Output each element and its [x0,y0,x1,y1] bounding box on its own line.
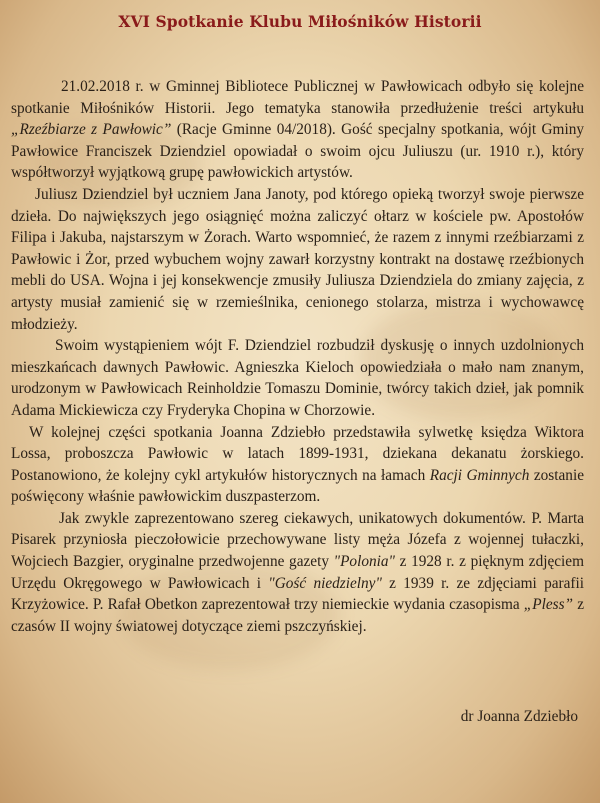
text-run: zostanie poświęcony właśnie pawłowickim duszpasterzom. [11,466,584,506]
text-run: W kolejnej części spotkania Joanna Zdziebło przedstawiła sylwetkę księdza Wiktora Lossa, proboszcza Pawłowic w latach 1899-1931, dziekana dekanatu żorskiego. Postanowiono, że kolejny cykl artykułów historycznych na łamach [11,423,584,484]
paragraph-3 [11,335,584,421]
article-body [11,76,584,637]
text-run-italic: „Rzeźbiarze z Pawłowic” [11,121,172,139]
text-run: 21.02.2018 r. w Gminnej Bibliotece Publicznej w Pawłowicach odbyło się kolejne spotkanie Miłośników Historii. Jego tematyka stanowiła przedłużenie treści artykułu [11,78,584,117]
author-signature: dr Joanna Zdziebło [460,708,578,725]
text-run: Swoim wystąpieniem wójt F. Dziendziel rozbudził dyskusję o innych uzdolnionych mieszkańcach dawnych Pawłowic. Agnieszka Kieloch opowiedziała o mało nam znanym, urodzonym w Pawłowicach Reinholdzie Tomaszu Dominie, twórcy takich dzieł, jak pomnik Adama Mickiewicza czy Fryderyka Chopina w Chorzowie. [11,337,584,419]
text-run-italic: Racji Gminnych [429,466,530,484]
text-run: z czasów II wojny światowej dotyczące ziemi pszczyńskiej. [11,596,584,635]
paragraph-1 [11,76,584,184]
text-run-italic: „Pless” [523,596,574,614]
text-run: Jak zwykle zaprezentowano szereg ciekawych, unikatowych dokumentów. P. Marta Pisarek przyniosła pieczołowicie przechowywane listy męża Józefa z wojennej tułaczki, Wojciech Bazgier, oryginalne przedwojenne gazety [11,509,584,571]
text-run-italic: "Polonia" [333,553,395,571]
paragraph-5 [11,508,584,638]
paragraph-4 [11,422,584,508]
text-run: z 1939 r. ze zdjęciami parafii Krzyżowice. P. Rafał Obetkon zaprezentował trzy niemieckie wydania czasopisma [11,574,584,614]
text-run-italic: "Gość niedzielny" [268,574,382,592]
text-run: z 1928 r. z pięknym zdjęciem Urzędu Okręgowego w Pawłowicach i [11,553,584,592]
page-title: XVI Spotkanie Klubu Miłośników Historii [118,12,482,31]
text-run: (Racje Gminne 04/2018). Gość specjalny spotkania, wójt Gminy Pawłowice Franciszek Dziendziel opowiadał o swoim ojcu Juliuszu (ur. 1910 r.), który współtworzył wyjątkową grupę pawłowickich artystów. [11,121,585,182]
paragraph-2 [11,184,584,335]
text-run: Juliusz Dziendziel był uczniem Jana Janoty, pod którego opieką tworzył swoje pierwsze dzieła. Do największych jego osiągnięć można zaliczyć ołtarz w kościele pw. Apostołów Filipa i Jakuba, najstarszym w Żorach. Warto wspomnieć, że razem z innymi rzeźbiarzami z Pawłowic i Żor, przed wybuchem wojny zawarł korzystny kontrakt na dostawę rzeźbionych mebli do USA. Wojna i jej konsekwencje zmusiły Juliusza Dziendziela do zmiany zajęcia, z artysty musiał zamienić się w rzemieślnika, cenionego stolarza, mistrza i wychowawcę młodzieży. [11,185,584,333]
